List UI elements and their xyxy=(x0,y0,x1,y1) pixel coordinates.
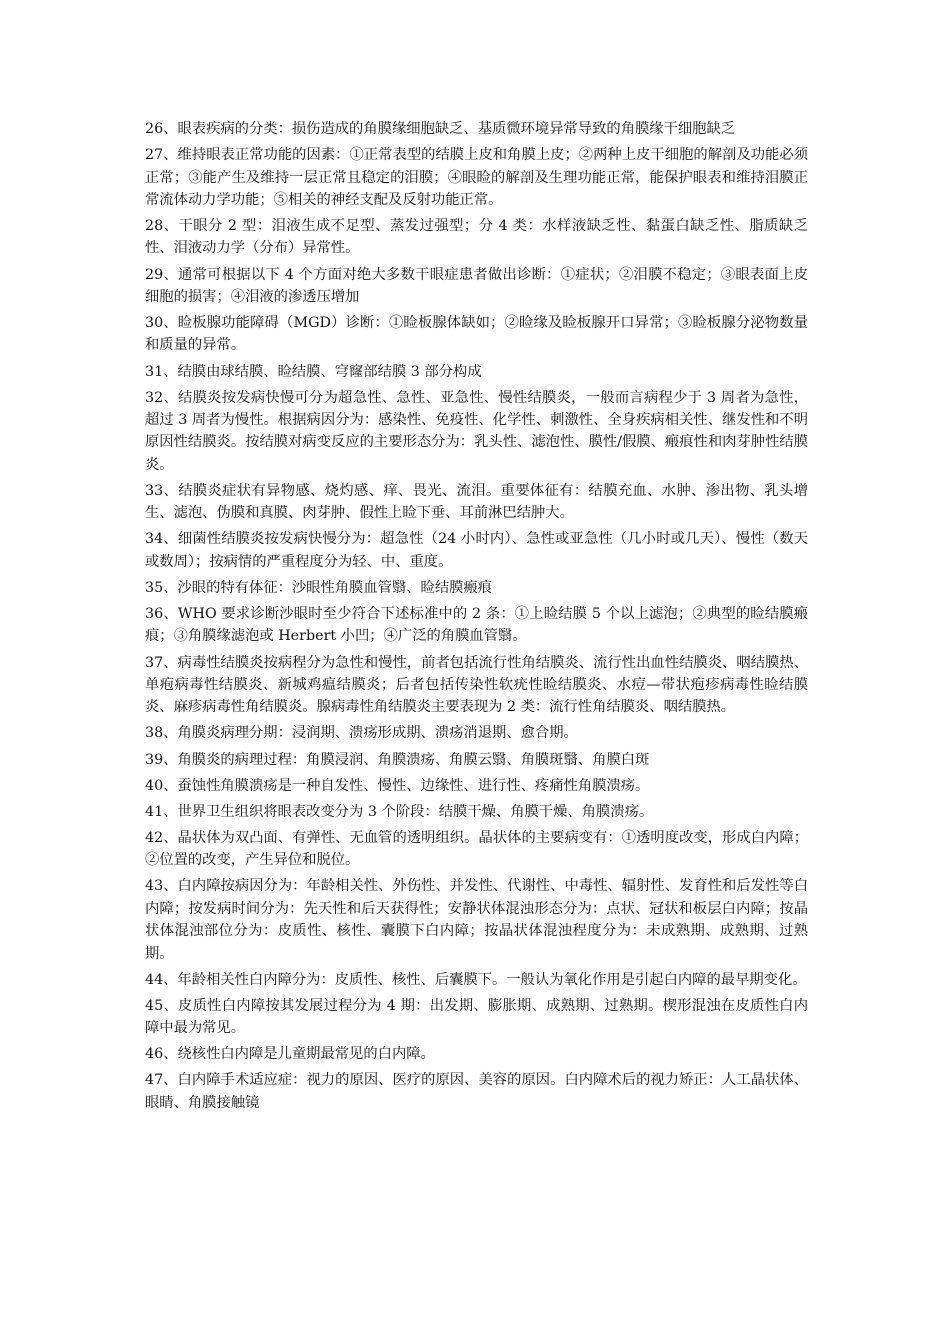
paragraph-44: 44、年龄相关性白内障分为：皮质性、核性、后囊膜下。一般认为氧化作用是引起白内障的最早期变化。 xyxy=(145,971,807,988)
paragraph-30: 30、睑板腺功能障碍（MGD）诊断：①睑板腺体缺如；②睑缘及睑板腺开口异常；③睑板腺分泌物数量和质量的异常。 xyxy=(145,315,808,354)
paragraph-32: 32、结膜炎按发病快慢可分为超急性、急性、亚急性、慢性结膜炎，一般而言病程少于 3 周者为急性，超过 3 周者为慢性。根据病因分为：感染性、免疫性、化学性、刺激性、全身疾病相关性、继发性和不明原因性结膜炎。按结膜对病变反应的主要形态分为：乳头性、滤泡性、膜性/假膜、瘢痕性和肉芽肿性结膜炎。 xyxy=(145,389,808,473)
paragraph-41: 41、世界卫生组织将眼表改变分为 3 个阶段：结膜干燥、角膜干燥、角膜溃疡。 xyxy=(145,803,654,820)
paragraph-42: 42、晶状体为双凸面、有弹性、无血管的透明组织。晶状体的主要病变有：①透明度改变，形成白内障；②位置的改变，产生异位和脱位。 xyxy=(145,829,808,869)
paragraph-43: 43、白内障按病因分为：年龄相关性、外伤性、并发性、代谢性、中毒性、辐射性、发育性和后发性等白内障；按发病时间分为：先天性和后天获得性；安静状体混浊形态分为：点状、冠状和板层白内障；按晶状体混浊部位分为：皮质性、核性、囊膜下白内障；按晶状体混浊程度分为：未成熟期、成熟期、过熟期。 xyxy=(145,878,808,962)
paragraph-35: 35、沙眼的特有体征：沙眼性角膜血管翳、睑结膜瘢痕 xyxy=(145,579,493,596)
paragraph-28: 28、干眼分 2 型：泪液生成不足型、蒸发过强型；分 4 类：水样液缺乏性、黏蛋白缺乏性、脂质缺乏性、泪液动力学（分布）异常性。 xyxy=(145,218,808,257)
paragraph-40: 40、蚕蚀性角膜溃疡是一种自发性、慢性、边缘性、进行性、疼痛性角膜溃疡。 xyxy=(145,777,650,794)
paragraph-31: 31、结膜由球结膜、睑结膜、穹窿部结膜 3 部分构成 xyxy=(145,363,482,380)
paragraph-45: 45、皮质性白内障按其发展过程分为 4 期：出发期、膨胀期、成熟期、过熟期。楔形混浊在皮质性白内障中最为常见。 xyxy=(145,997,808,1037)
document-body xyxy=(145,118,808,1118)
paragraph-26: 26、眼表疾病的分类：损伤造成的角膜缘细胞缺乏、基质微环境异常导致的角膜缘干细胞缺乏 xyxy=(145,121,736,137)
paragraph-29: 29、通常可根据以下 4 个方面对绝大多数干眼症患者做出诊断：①症状；②泪膜不稳定；③眼表面上皮细胞的损害；④泪液的渗透压增加 xyxy=(145,266,808,305)
paragraph-47: 47、白内障手术适应症：视力的原因、医疗的原因、美容的原因。白内障术后的视力矫正：人工晶状体、眼睛、角膜接触镜 xyxy=(145,1072,808,1111)
paragraph-33: 33、结膜炎症状有异物感、烧灼感、痒、畏光、流泪。重要体征有：结膜充血、水肿、渗出物、乳头增生、滤泡、伪膜和真膜、肉芽肿、假性上睑下垂、耳前淋巴结肿大。 xyxy=(145,482,808,522)
paragraph-36: 36、WHO 要求诊断沙眼时至少符合下述标准中的 2 条：①上睑结膜 5 个以上滤泡；②典型的睑结膜瘢痕；③角膜缘滤泡或 Herbert 小凹；④广泛的角膜血管翳。 xyxy=(145,606,808,645)
paragraph-46: 46、绕核性白内障是儿童期最常见的白内障。 xyxy=(145,1046,435,1063)
paragraph-37: 37、病毒性结膜炎按病程分为急性和慢性，前者包括流行性角结膜炎、流行性出血性结膜炎、咽结膜热、单疱病毒性结膜炎、新城鸡瘟结膜炎；后者包括传染性软疣性睑结膜炎、水痘—带状疱疹病毒性睑结膜炎、麻疹病毒性角结膜炎。腺病毒性角结膜炎主要表现为 2 类：流行性角结膜炎、咽结膜热。 xyxy=(145,654,808,716)
paragraph-38: 38、角膜炎病理分期：浸润期、溃疡形成期、溃疡消退期、愈合期。 xyxy=(145,725,578,742)
paragraph-27: 27、维持眼表正常功能的因素：①正常表型的结膜上皮和角膜上皮；②两种上皮干细胞的解剖及功能必须正常；③能产生及维持一层正常且稳定的泪膜；④眼睑的解剖及生理功能正常，能保护眼表和维持泪膜正常流体动力学功能；⑤相关的神经支配及反射功能正常。 xyxy=(145,147,808,208)
paragraph-39: 39、角膜炎的病理过程：角膜浸润、角膜溃疡、角膜云翳、角膜斑翳、角膜白斑 xyxy=(145,751,650,768)
paragraph-34: 34、细菌性结膜炎按发病快慢分为：超急性（24 小时内）、急性或亚急性（几小时或几天）、慢性（数天或数周）；按病情的严重程度分为轻、中、重度。 xyxy=(145,531,808,570)
